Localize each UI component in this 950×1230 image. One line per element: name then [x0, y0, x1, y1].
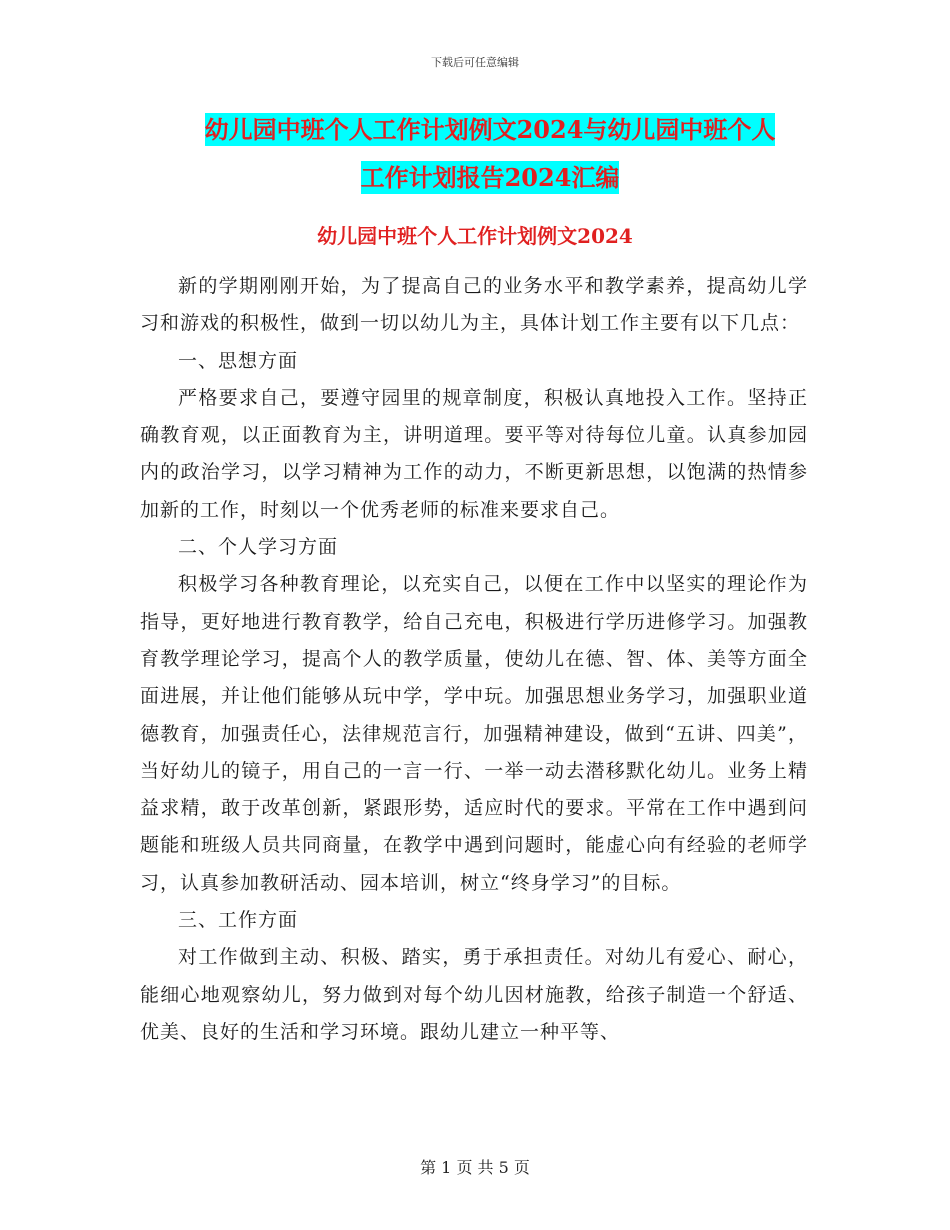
paragraph-study: 积极学习各种教育理论，以充实自己，以便在工作中以坚实的理论作为指导，更好地进行教育教学，给自己充电，积极进行学历进修学习。加强教育教学理论学习，提高个人的教学质量，使幼儿在德、智、体、美等方面全面进展，并让他们能够从玩中学，学中玩。加强思想业务学习，加强职业道德教育，加强责任心，法律规范言行，加强精神建设，做到“五讲、四美”，当好幼儿的镜子，用自己的一言一行、一举一动去潜移默化幼儿。业务上精益求精，敢于改革创新，紧跟形势，适应时代的要求。平常在工作中遇到问题能和班级人员共同商量，在教学中遇到问题时，能虚心向有经验的老师学习，认真参加教研活动、园本培训，树立“终身学习”的目标。: [140, 573, 808, 894]
body-text: [140, 268, 808, 1051]
main-title-line-2: 工作计划报告2024汇编: [360, 163, 620, 192]
heading-study: 二、个人学习方面: [178, 536, 339, 559]
header-note: 下载后可任意编辑: [431, 56, 519, 69]
paragraph-intro: 新的学期刚刚开始，为了提高自己的业务水平和教学素养，提高幼儿学习和游戏的积极性，做到一切以幼儿为主，具体计划工作主要有以下几点：: [140, 275, 808, 335]
heading-work: 三、工作方面: [178, 909, 299, 932]
paragraph-thought: 严格要求自己，要遵守园里的规章制度，积极认真地投入工作。坚持正确教育观，以正面教育为主，讲明道理。要平等对待每位儿童。认真参加园内的政治学习，以学习精神为工作的动力，不断更新思想，以饱满的热情参加新的工作，时刻以一个优秀老师的标准来要求自己。: [140, 386, 808, 521]
paragraph-work: 对工作做到主动、积极、踏实，勇于承担责任。对幼儿有爱心、耐心，能细心地观察幼儿，努力做到对每个幼儿因材施教，给孩子制造一个舒适、优美、良好的生活和学习环境。跟幼儿建立一种平等、: [140, 946, 808, 1043]
section-title: 幼儿园中班个人工作计划例文2024: [317, 224, 633, 248]
main-title: [140, 106, 840, 202]
page-footer: 第 1 页 共 5 页: [420, 1158, 530, 1177]
main-title-line-1: 幼儿园中班个人工作计划例文2024与幼儿园中班个人: [204, 115, 776, 144]
heading-thought: 一、思想方面: [178, 349, 299, 372]
